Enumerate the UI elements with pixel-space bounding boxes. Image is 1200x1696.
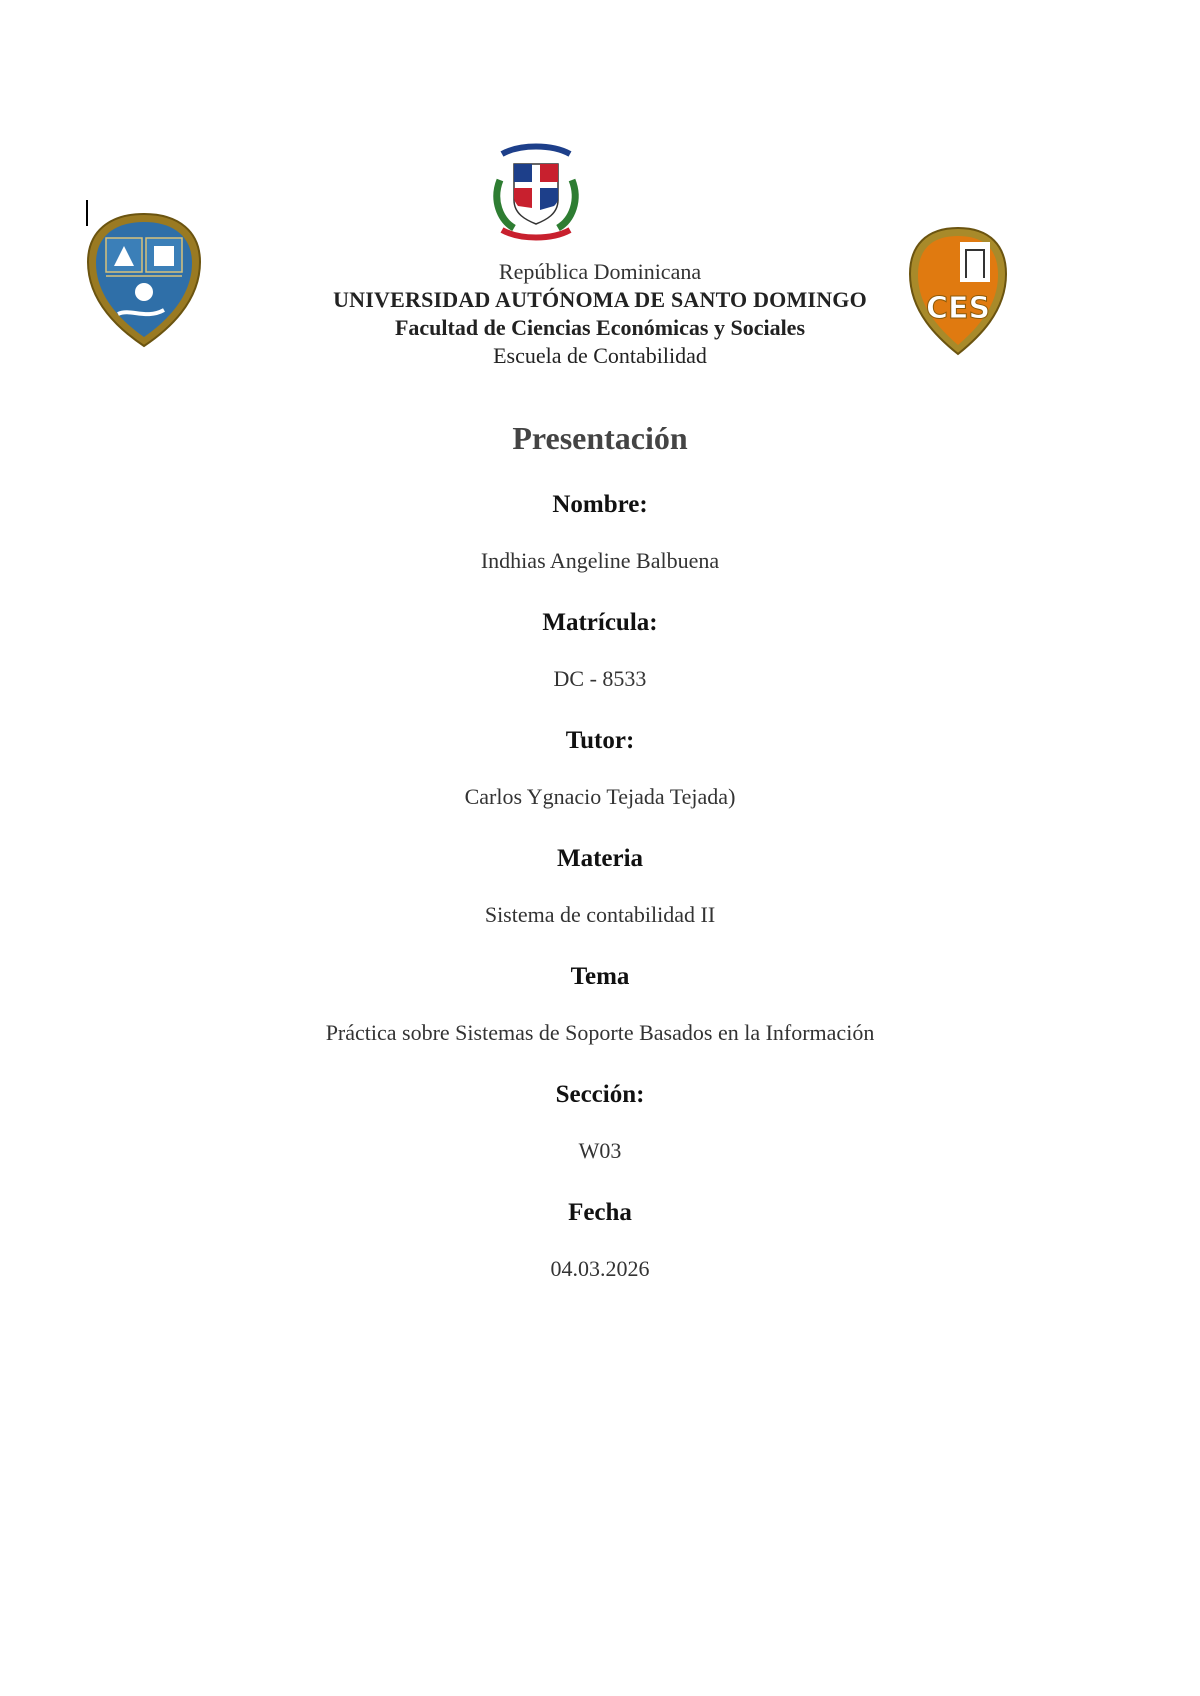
field-fecha	[0, 1196, 1200, 1314]
institution-header	[0, 258, 1200, 370]
presentation-fields	[0, 488, 1200, 1314]
ces-letters: CES	[925, 291, 991, 326]
dominican-coat-of-arms-icon	[484, 140, 588, 244]
field-tema	[0, 960, 1200, 1078]
field-value: Sistema de contabilidad II	[484, 902, 716, 927]
field-value: W03	[578, 1138, 622, 1163]
field-label: Sección:	[555, 1081, 645, 1108]
field-value: 04.03.2026	[550, 1256, 650, 1281]
field-label: Materia	[556, 845, 644, 872]
field-materia	[0, 842, 1200, 960]
field-label: Tutor:	[565, 727, 635, 754]
university-name: UNIVERSIDAD AUTÓNOMA DE SANTO DOMINGO	[333, 287, 867, 312]
country-name: República Dominicana	[498, 259, 702, 284]
field-value: DC - 8533	[553, 666, 647, 691]
field-tutor	[0, 724, 1200, 842]
field-label: Tema	[570, 963, 630, 990]
field-value: Carlos Ygnacio Tejada Tejada)	[464, 784, 736, 809]
field-nombre	[0, 488, 1200, 606]
school-name: Escuela de Contabilidad	[493, 343, 707, 368]
field-value: Indhias Angeline Balbuena	[480, 548, 720, 573]
field-label: Matrícula:	[542, 609, 658, 636]
faculty-name: Facultad de Ciencias Económicas y Sociales	[394, 315, 806, 340]
field-value: Práctica sobre Sistemas de Soporte Basados en la Información	[325, 1020, 875, 1045]
field-label: Nombre:	[552, 491, 648, 518]
field-matricula	[0, 606, 1200, 724]
field-seccion	[0, 1078, 1200, 1196]
field-label: Fecha	[568, 1199, 632, 1226]
page-title: Presentación	[512, 420, 688, 456]
